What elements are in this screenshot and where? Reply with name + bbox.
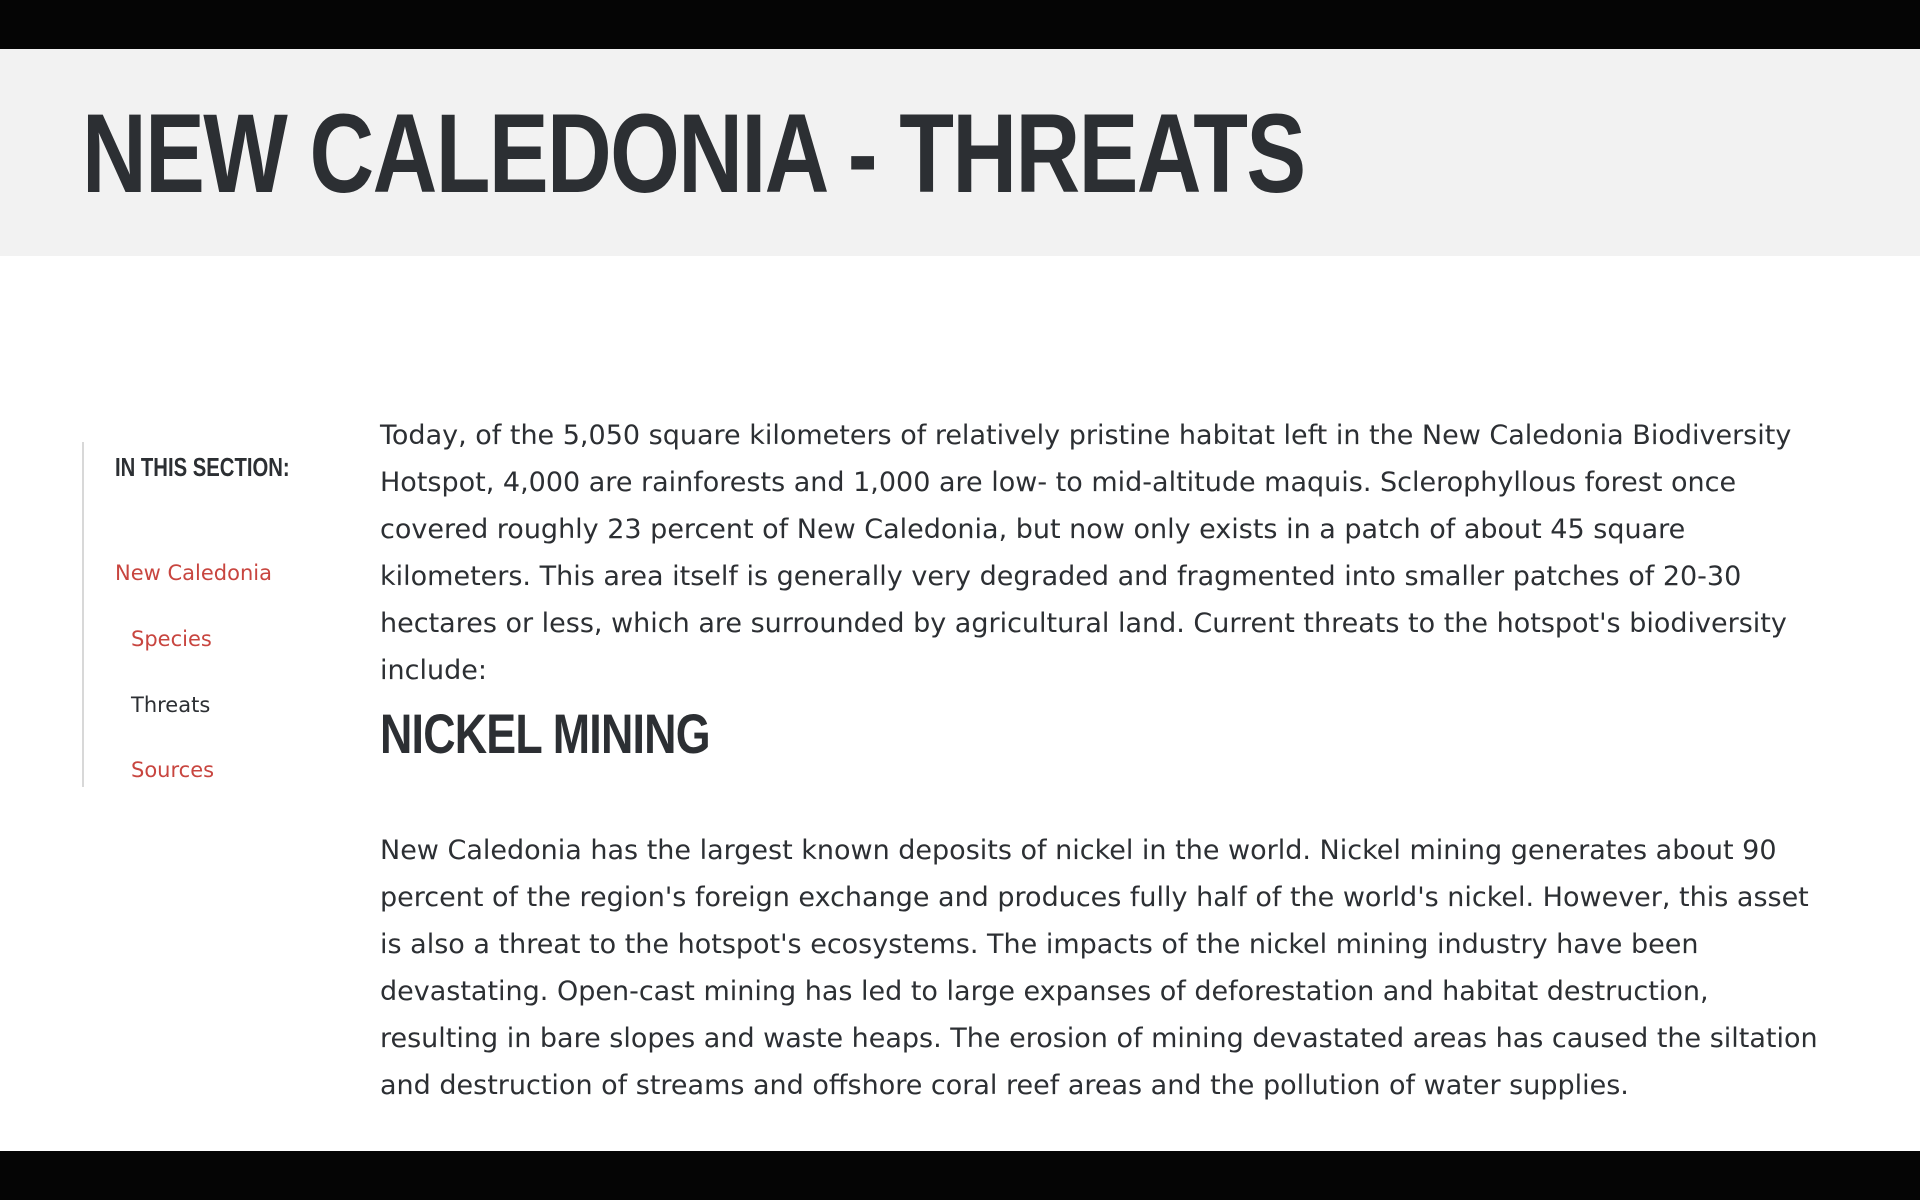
nickel-mining-paragraph: New Caledonia has the largest known deposits of nickel in the world. Nickel mining generates about 90 percent of the region's foreign exchange and produces fully half of the world's nickel. However, this asset is also a threat to the hotspot's ecosystems. The impacts of the nickel mining industry have been devastating. Open-cast mining has led to large expanses of deforestation and habitat destruction, resulting in bare slopes and waste heaps. The erosion of mining devastated areas has caused the siltation and destruction of streams and offshore coral reef areas and the pollution of water supplies.	[380, 835, 1818, 1101]
sidebar-heading: IN THIS SECTION:	[115, 452, 290, 482]
bottom-letterbox-bar	[0, 1151, 1920, 1200]
page-header	[0, 49, 1920, 256]
page-title: NEW CALEDONIA - THREATS	[82, 91, 1305, 216]
sidebar-item-species[interactable]: Species	[131, 627, 212, 651]
section-sidebar	[82, 442, 324, 787]
section-heading-nickel-mining: NICKEL MINING	[380, 702, 710, 765]
main-content	[380, 412, 1820, 1101]
top-letterbox-bar	[0, 0, 1920, 49]
sidebar-item-sources[interactable]: Sources	[131, 758, 215, 782]
sidebar-item-threats[interactable]: Threats	[131, 693, 211, 717]
intro-paragraph: Today, of the 5,050 square kilometers of relatively pristine habitat left in the New Caledonia Biodiversity Hotspot, 4,000 are rainforests and 1,000 are low- to mid-altitude maquis. Sclerophyllous forest once covered roughly 23 percent of New Caledonia, but now only exists in a patch of about 45 square kilometers. This area itself is generally very degraded and fragmented into smaller patches of 20-30 hectares or less, which are surrounded by agricultural land. Current threats to the hotspot's biodiversity include:	[380, 420, 1792, 686]
sidebar-item-new-caledonia[interactable]: New Caledonia	[115, 561, 272, 585]
